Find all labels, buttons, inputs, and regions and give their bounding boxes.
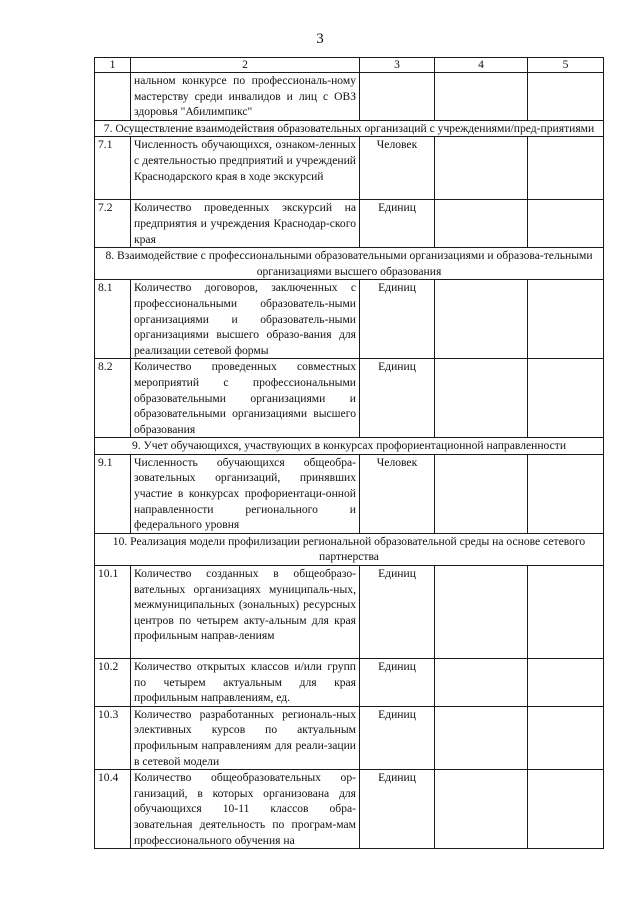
row-value-cell (528, 73, 604, 121)
table-row (95, 454, 604, 533)
section-header-row (95, 120, 604, 137)
column-number-2: 2 (131, 58, 360, 73)
column-number-4: 4 (435, 58, 528, 73)
section-title: 10. Реализация модели профилизации региональной образовательной среды на основе сетевого партнерства (95, 533, 604, 565)
row-number-cell (95, 73, 131, 121)
table-row (95, 770, 604, 849)
row-value-cell (435, 659, 528, 707)
row-number: 7.1 (95, 137, 131, 200)
row-number: 9.1 (95, 454, 131, 533)
row-unit: Единиц (360, 659, 435, 707)
row-value-cell (435, 280, 528, 359)
row-description: Количество договоров, заключенных с профессиональными образователь-ными организациями и образователь-ными организациями высшего образо-вания для реализации сетевой формы (131, 280, 360, 359)
row-description: нальном конкурсе по профессиональ-ному мастерству среди инвалидов и лиц с ОВЗ здоровья "Абилимпикс" (131, 73, 360, 121)
row-value-cell (528, 770, 604, 849)
row-unit: Единиц (360, 280, 435, 359)
row-description: Количество открытых классов и/или групп по четырем актуальным для края профильным направлениям, ед. (131, 659, 360, 707)
row-unit: Человек (360, 137, 435, 200)
section-header-row (95, 438, 604, 455)
column-number-3: 3 (360, 58, 435, 73)
page-number: 3 (316, 31, 324, 47)
row-value-cell (435, 200, 528, 248)
row-description: Количество проведенных совместных мероприятий с профессиональными образовательными организациями и образовательными организациями высшего образования (131, 359, 360, 438)
row-number: 7.2 (95, 200, 131, 248)
row-value-cell (435, 706, 528, 769)
table-row (95, 659, 604, 707)
row-value-cell (528, 137, 604, 200)
section-title: 8. Взаимодействие с профессиональными образовательными организациями и образова-тельными организациями высшего образования (95, 248, 604, 280)
row-value-cell (528, 706, 604, 769)
section-header-row (95, 533, 604, 565)
row-unit: Человек (360, 454, 435, 533)
section-header-row (95, 248, 604, 280)
row-description: Численность обучающихся общеобра-зовательных организаций, принявших участие в конкурсах профориентаци-онной направленности регионального и федерального уровня (131, 454, 360, 533)
row-value-cell (435, 454, 528, 533)
row-number: 8.2 (95, 359, 131, 438)
table-row (95, 73, 604, 121)
row-description: Количество общеобразовательных ор-ганизаций, в которых организована для обучающихся 10-11 классов обра-зовательная деятельность по програм-мам профессионального обучения на (131, 770, 360, 849)
row-description: Количество разработанных региональ-ных элективных курсов по актуальным профильным направлениям для реали-зации в сетевой модели (131, 706, 360, 769)
row-value-cell (528, 454, 604, 533)
row-value-cell (435, 73, 528, 121)
table-row (95, 706, 604, 769)
row-description: Количество созданных в общеобразо-вательных организациях муниципаль-ных, межмуниципальных (зональных) ресурсных центров по четырем акту-альным для края профильным направ-лениям (131, 566, 360, 659)
row-number: 10.1 (95, 566, 131, 659)
table-row (95, 137, 604, 200)
section-title: 9. Учет обучающихся, участвующих в конкурсах профориентационной направленности (95, 438, 604, 455)
row-value-cell (528, 566, 604, 659)
table-row (95, 280, 604, 359)
row-unit: Единиц (360, 359, 435, 438)
row-value-cell (435, 770, 528, 849)
row-value-cell (435, 566, 528, 659)
row-value-cell (528, 359, 604, 438)
row-unit: Единиц (360, 770, 435, 849)
table-row (95, 200, 604, 248)
row-value-cell (435, 359, 528, 438)
row-unit: Единиц (360, 200, 435, 248)
table-row (95, 566, 604, 659)
row-number: 10.2 (95, 659, 131, 707)
row-unit: Единиц (360, 706, 435, 769)
row-value-cell (435, 137, 528, 200)
row-number: 10.4 (95, 770, 131, 849)
row-number: 10.3 (95, 706, 131, 769)
row-unit: Единиц (360, 566, 435, 659)
row-value-cell (528, 280, 604, 359)
row-number: 8.1 (95, 280, 131, 359)
row-unit-cell (360, 73, 435, 121)
row-value-cell (528, 659, 604, 707)
section-title: 7. Осуществление взаимодействия образовательных организаций с учреждениями/пред-приятиями (95, 120, 604, 137)
column-number-1: 1 (95, 58, 131, 73)
indicators-table (94, 57, 604, 849)
table-row (95, 359, 604, 438)
row-value-cell (528, 200, 604, 248)
column-number-5: 5 (528, 58, 604, 73)
column-number-row (95, 58, 604, 73)
row-description: Количество проведенных экскурсий на предприятия и учреждения Краснодар-ского края (131, 200, 360, 248)
row-description: Численность обучающихся, ознаком-ленных с деятельностью предприятий и учреждений Краснодарского края в ходе экскурсий (131, 137, 360, 200)
